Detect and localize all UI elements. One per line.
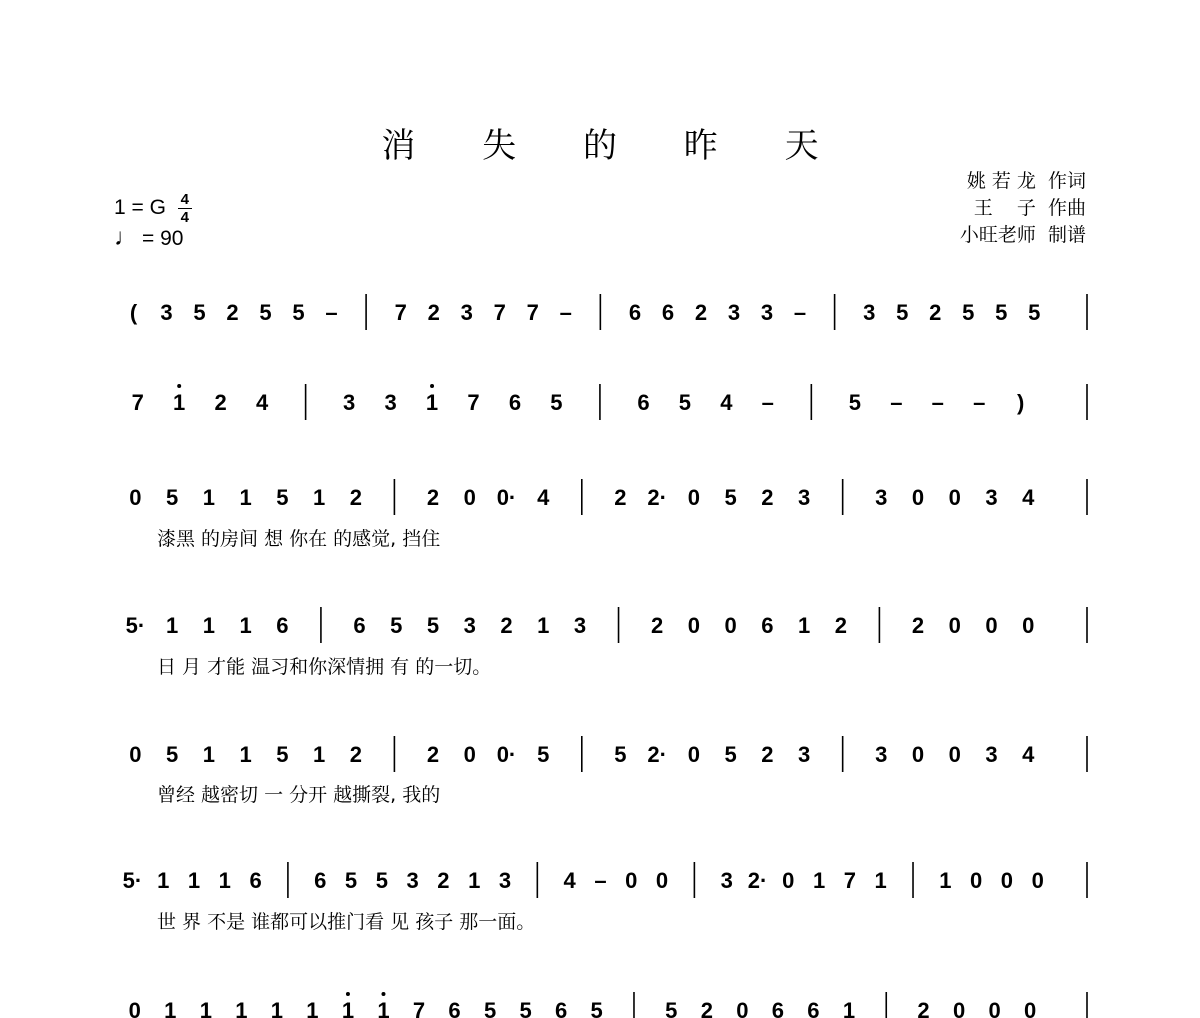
score-note: 6 [807, 998, 820, 1018]
score-note: 0 [970, 868, 983, 893]
score-note: 7 [394, 300, 407, 325]
score-note: 1 [199, 998, 212, 1018]
score-note: 0 [463, 485, 476, 510]
score-note: 1 [341, 998, 355, 1018]
score-note: 2 [834, 613, 847, 638]
score-note: 1 [239, 485, 252, 510]
score-note: 0 [736, 998, 749, 1018]
score-note: 2 [700, 998, 713, 1018]
score-note: 7 [526, 300, 539, 325]
lyric-line: 曾经 越密切 一 分开 越撕裂, 我的 [157, 784, 441, 806]
score-note: 6 [628, 300, 642, 325]
score-note: 1 [165, 613, 179, 638]
score-note: 3 [875, 485, 888, 510]
lyric-line: 日 月 才能 温习和你深情拥 有 的一切。 [157, 656, 492, 678]
score-note: 1 [202, 742, 215, 767]
score-note: 5 [193, 300, 206, 325]
score-note: – [594, 868, 607, 893]
score-note: 3 [720, 868, 733, 893]
score-note: 0 [128, 998, 141, 1018]
high-octave-dot [346, 992, 350, 996]
score-note: 0 [911, 742, 925, 767]
score-note: 3 [985, 485, 998, 510]
score-note: 1 [306, 998, 319, 1018]
score-note: 2· [747, 868, 768, 893]
score-note: 1 [874, 868, 887, 893]
score-note: 2 [911, 613, 925, 638]
score-note: 7 [843, 868, 857, 893]
score-note: 0 [911, 485, 925, 510]
score-note: 2 [694, 300, 708, 325]
score-note: 5 [344, 868, 358, 893]
score-note: 4 [563, 868, 576, 893]
score-note: 1 [468, 868, 481, 893]
time-top: 4 [180, 191, 189, 208]
score-note: ( [129, 300, 138, 325]
time-bottom: 4 [180, 209, 189, 226]
score-note: 0 [625, 868, 638, 893]
score-note: 2 [349, 742, 362, 767]
score-note: 1 [537, 613, 550, 638]
score-note: 3 [727, 300, 741, 325]
score-note: 2 [226, 300, 239, 325]
score-note: 1 [312, 742, 326, 767]
score-note: 4 [1022, 485, 1035, 510]
score-note: 7 [412, 998, 426, 1018]
score-note: – [890, 390, 903, 415]
score-note: – [559, 300, 572, 325]
score-note: 0 [782, 868, 795, 893]
score-note: 2 [917, 998, 930, 1018]
score-note: 2 [650, 613, 664, 638]
score-note: 5 [1028, 300, 1041, 325]
lyricist-credit: 姚 若 龙 作词 [966, 170, 1086, 192]
score-note: 2 [349, 485, 362, 510]
transcriber-credit: 小旺老师 制谱 [959, 224, 1086, 246]
score-note: 3 [863, 300, 876, 325]
score-note: 1 [797, 613, 811, 638]
score-note: 0 [129, 742, 142, 767]
score-note: 5 [550, 390, 563, 415]
score-note: 6 [448, 998, 461, 1018]
score-note: 1 [173, 390, 186, 415]
score-note: 2 [761, 742, 774, 767]
lyric-line: 世 界 不是 谁都可以推门看 见 孩子 那一面。 [157, 911, 536, 933]
score-note: 0 [1000, 868, 1014, 893]
score-note: 6 [314, 868, 327, 893]
score-note: 6 [637, 390, 650, 415]
score-note: 4 [1022, 742, 1035, 767]
score-note: 2 [614, 485, 627, 510]
score-note: 6 [761, 613, 774, 638]
score-note: 3 [760, 300, 774, 325]
score-note: 3 [573, 613, 587, 638]
score-note: 3 [384, 390, 397, 415]
score-note: 0 [988, 998, 1001, 1018]
score-note: 5 [724, 485, 737, 510]
score-note: 5 [375, 868, 388, 893]
score-note: 0 [952, 998, 966, 1018]
score-note: 5 [896, 300, 909, 325]
score-note: 1 [202, 485, 215, 510]
score-note: 3 [797, 485, 811, 510]
score-note: 6 [661, 300, 675, 325]
score-note: 5 [292, 300, 305, 325]
score-note: 1 [187, 868, 201, 893]
score-note: 7 [467, 390, 480, 415]
score-note: 5 [390, 613, 403, 638]
score-note: 0 [948, 613, 961, 638]
score-note: 0 [129, 485, 142, 510]
high-octave-dot [381, 992, 385, 996]
score-note: 0 [948, 485, 961, 510]
score-note: 5 [519, 998, 532, 1018]
score-note: ) [1017, 390, 1025, 415]
score-note: 5 [590, 998, 603, 1018]
score-note: 0 [687, 613, 700, 638]
score-note: 1 [270, 998, 284, 1018]
score-note: 3 [160, 300, 173, 325]
score-note: 1 [812, 868, 826, 893]
score-note: 1 [164, 998, 177, 1018]
score-note: 0 [724, 613, 737, 638]
score-note: 5 [259, 300, 272, 325]
score-note: – [761, 390, 774, 415]
score-note: 5 [995, 300, 1008, 325]
score-note: – [793, 300, 807, 325]
score-note: 2 [929, 300, 942, 325]
score-note: 0· [496, 742, 517, 767]
score-note: 2· [647, 742, 667, 767]
score-note: 4 [537, 485, 550, 510]
score-note: 1 [239, 742, 252, 767]
score-note: 4 [255, 390, 269, 415]
score-note: 0 [463, 742, 476, 767]
composer-credit: 王 子 作曲 [973, 197, 1086, 219]
score-note: 5· [122, 868, 143, 893]
score-note: 5 [665, 998, 678, 1018]
score-note: 0 [948, 742, 961, 767]
score-note: 1 [312, 485, 326, 510]
score-note: 3 [797, 742, 811, 767]
score-note: 5 [165, 485, 179, 510]
score-note: 5 [165, 742, 179, 767]
score-note: 7 [131, 390, 144, 415]
score-note: 6 [508, 390, 522, 415]
lyric-line: 漆黑 的房间 想 你在 的感觉, 挡住 [157, 528, 441, 550]
high-octave-dot [430, 384, 434, 388]
score-note: – [973, 390, 986, 415]
score-note: 5 [276, 742, 289, 767]
score-note: 6 [771, 998, 785, 1018]
score-note: 5· [125, 613, 146, 638]
score-note: 5 [426, 613, 440, 638]
score-note: 4 [720, 390, 733, 415]
tempo-label: = 90 [142, 227, 184, 250]
quarter-note-icon: ♩ [114, 224, 138, 251]
score-note: 2 [761, 485, 774, 510]
score-note: 1 [218, 868, 231, 893]
score-note: 0 [1024, 998, 1037, 1018]
score-note: 1 [202, 613, 215, 638]
score-note: 2 [500, 613, 513, 638]
score-note: 5 [483, 998, 497, 1018]
score-note: – [325, 300, 338, 325]
score-note: 2 [437, 868, 450, 893]
score-note: 0 [655, 868, 669, 893]
score-note: 0 [1031, 868, 1044, 893]
score-note: 1 [239, 613, 252, 638]
score-note: 3 [460, 300, 473, 325]
score-note: – [931, 390, 944, 415]
score-note: 0· [496, 485, 517, 510]
score-note: 1 [425, 390, 439, 415]
score-note: 2 [426, 742, 440, 767]
score-note: 2 [214, 390, 227, 415]
score-note: 3 [406, 868, 419, 893]
score-note: 1 [235, 998, 248, 1018]
score-note: 5 [678, 390, 692, 415]
score-note: 1 [842, 998, 856, 1018]
score-note: 2 [426, 485, 440, 510]
score-note: 1 [157, 868, 170, 893]
score-note: 1 [377, 998, 390, 1018]
score-note: 5 [962, 300, 975, 325]
score-note: 3 [498, 868, 512, 893]
score-note: 5 [614, 742, 627, 767]
score-note: 0 [985, 613, 998, 638]
song-title: 消 失 的 昨 天 [381, 126, 847, 166]
score-note: 5 [724, 742, 737, 767]
score-note: 1 [939, 868, 952, 893]
score-note: 3 [985, 742, 998, 767]
score-note: 0 [1022, 613, 1035, 638]
score-note: 5 [848, 390, 861, 415]
score-note: 5 [276, 485, 289, 510]
score-note: 0 [687, 485, 700, 510]
score-note: 3 [875, 742, 888, 767]
score-note: 6 [555, 998, 568, 1018]
score-note: 2· [647, 485, 667, 510]
score-note: 0 [687, 742, 700, 767]
score-note: 7 [493, 300, 506, 325]
score-note: 6 [353, 613, 366, 638]
score-note: 2 [427, 300, 440, 325]
score-note: 6 [276, 613, 289, 638]
key-label: 1 = G [114, 196, 166, 220]
score-note: 6 [249, 868, 262, 893]
high-octave-dot [177, 384, 181, 388]
score-note: 5 [537, 742, 550, 767]
score-note: 3 [463, 613, 476, 638]
score-note: 3 [343, 390, 356, 415]
